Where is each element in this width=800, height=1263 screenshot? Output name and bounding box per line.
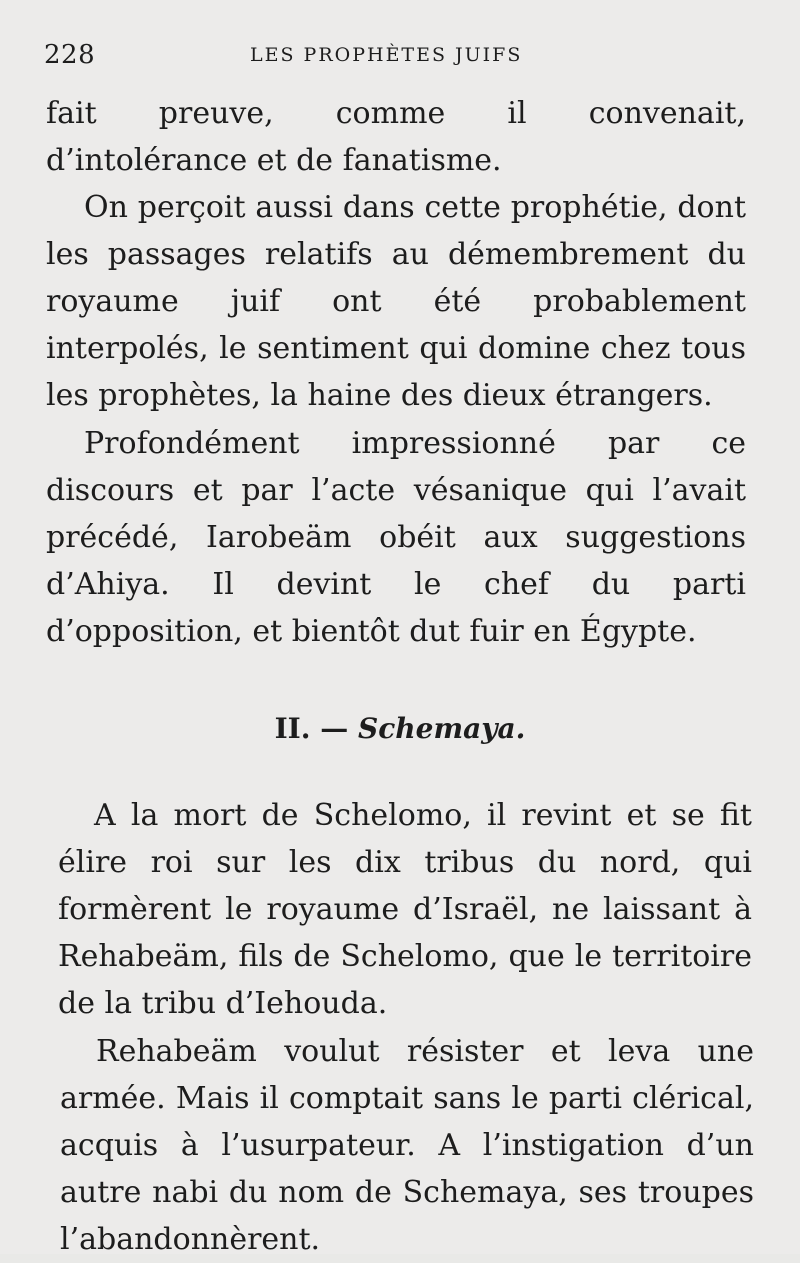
paragraph-2: On perçoit aussi dans cette prophétie, dont les passages relatifs au démembrement du royaume juif ont été probablement interpolés, le sentiment qui domine chez tous les prophètes, la haine des dieux étrangers. bbox=[46, 190, 746, 413]
paragraph-1: fait preuve, comme il convenait, d’intolérance et de fanatisme. bbox=[46, 96, 746, 178]
running-head: LES PROPHÈTES JUIFS bbox=[250, 44, 523, 66]
paragraph-5: Rehabeäm voulut résister et leva une armée. Mais il comptait sans le parti clérical, acquis à l’usurpateur. A l’instigation d’un autre nabi du nom de Schemaya, ses troupes l’abandonnèrent. bbox=[60, 1034, 754, 1257]
paragraph-4: A la mort de Schelomo, il revint et se fit élire roi sur les dix tribus du nord, qui formèrent le royaume d’Israël, ne laissant à Rehabeäm, fils de Schelomo, que le territoire de la tribu d’Iehouda. bbox=[58, 798, 752, 1021]
section-title: Schemaya. bbox=[358, 712, 526, 745]
paragraph-3: Profondément impressionné par ce discours et par l’acte vésanique qui l’avait précédé, Iarobeäm obéit aux suggestions d’Ahiya. Il devint le chef du parti d’opposition, et bientôt dut fuir en Égypte. bbox=[46, 426, 746, 649]
section-heading bbox=[0, 712, 800, 745]
page-number: 228 bbox=[44, 40, 96, 70]
section-number: II. — bbox=[274, 712, 349, 745]
